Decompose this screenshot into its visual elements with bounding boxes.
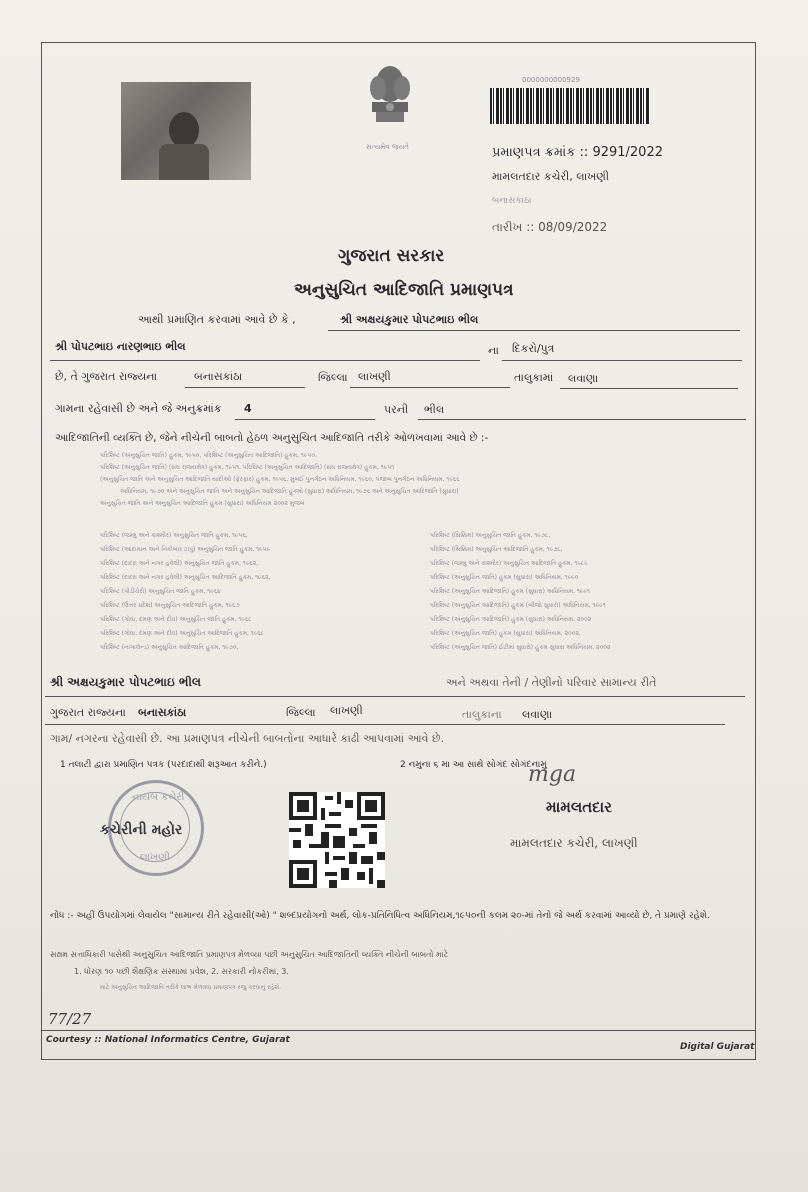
courtesy-note: Courtesy :: National Informatics Centre, Gujarat [46, 1035, 290, 1045]
residence-taluka: લવાણા [522, 708, 553, 721]
caste-value: ભીલ [424, 403, 445, 416]
seal-bottom-text: લાખણી [140, 852, 170, 863]
barcode-number: 0000000000929 [522, 76, 580, 84]
faint-list-item: પરિશિષ્ટ (પોંડીચેરી) અનુસુચિત જાતિ હુકમ, ૧૯૬૪ [100, 588, 221, 595]
officer-signature: mga [528, 762, 577, 787]
underline-residence [45, 724, 725, 725]
faint-list-item: પરિશિષ્ટ (આંદામાન અને નિકોબાર ટાપુ) અનુસુચિત જાતિ હુકમ, ૧૯૫૯ [100, 546, 271, 553]
faint-order-line: અનુસુચિત જાતિ અને અનુસુચિત આદિજાતિ હુકમ (સુધારા) અધિનિયમ ૨૦૦૨ મુજબ [100, 500, 305, 507]
qr-code [289, 792, 385, 888]
photo-body-shape [159, 144, 209, 180]
basis-item-1: 1 તલાટી દ્વારા પ્રમાણિત પત્રક (પરદાદાથી શરૂઆત કરીને.) [60, 760, 267, 770]
underline-father [50, 360, 480, 361]
faint-authority-line: માટે અનુસુચિત આદિજાતિ તરીકે લાભ મેળવવા પ્રમાણપત્ર રજુ કરવાનું રહેશે. [100, 984, 282, 991]
footer-divider [42, 1030, 756, 1031]
residence-district-label: જિલ્લા [286, 706, 316, 719]
faint-list-item: પરિશિષ્ટ (અનુસુચિત આદિજાતિ) હુકમ (બીજો સુધારો) અધિનિયમ, ૧૯૯૧ [430, 602, 606, 609]
state-prefix: છે, તે ગુજરાત રાજ્યના [55, 370, 158, 383]
issuing-office: મામલતદાર કચેરી, લાખણી [492, 170, 610, 183]
residence-prefix: ગામના રહેવાસી છે અને જે અનુક્રમાંક [55, 402, 222, 415]
emblem-caption: સત્યમેવ જયતે [366, 143, 409, 151]
issue-date: તારીખ :: 08/09/2022 [492, 220, 608, 234]
faint-list-item: પરિશિષ્ટ (અનુસુચિત જાતિ) હુકમ (સુધારા) અધિનિયમ, ૨૦૦૨, [430, 630, 581, 637]
applicant-photo [121, 82, 251, 180]
certify-prefix: આથી પ્રમાણિત કરવામાં આવે છે કે , [138, 313, 296, 326]
faint-list-item: પરિશિષ્ટ (ગોવા, દમણ અને દીવ) અનુસુચિત આદિજાતિ હુકમ, ૧૯૬૮ [100, 630, 264, 637]
faint-list-item: પરિશિષ્ટ (અનુસુચિત જાતિ) ઈટીમાં સુધારો) હુકમ સુધારા અધિનિયમ, ૨૦૦૨ [430, 644, 611, 651]
underline-applicant [328, 330, 740, 331]
serial-number: 4 [244, 402, 252, 415]
national-emblem-icon [360, 60, 420, 140]
residence-statement: ગામ/ નગરના રહેવાસી છે. આ પ્રમાણપત્ર નીચેની બાબતોના આધારે કાઢી આપવામાં આવે છે. [50, 732, 444, 745]
tribe-declaration: આદિજાતિની વ્યક્તિ છે, જેને નીચેની બાબતો હેઠળ અનુસુચિત આદિજાતિ તરીકે ઓળખવામાં આવે છે :- [55, 432, 489, 444]
residence-state-prefix: ગુજરાત રાજ્યના [50, 706, 126, 719]
seal-top-text: નાયબ કચેરી [132, 792, 185, 803]
district-value: લાખણી [358, 370, 391, 383]
authority-item: 1. ધોરણ ૧૦ પછી શૈક્ષણિક સંસ્થામાં પ્રવેશ, 2. સરકારી નોકરીમાં, 3. [74, 967, 289, 976]
basis-item-2: 2 નમુના ૬ મા આ સાથે સોગંદ સોગંદનામુ [400, 760, 547, 770]
faint-order-line: (અનુસુચિત જાતિ અને અનુસુચિત આદિજાતિ યાદીઓ (ફેરફાર) હુકમ, ૧૯૫૬, મુંબઈ પુનર્ગઠન અધિનિયમ, ૧૯૬૦, પંજાબ પુનર્ગઠન અધિનિયમ, ૧૯૬૬ [100, 476, 460, 483]
government-title: ગુજરાત સરકાર [338, 246, 445, 266]
faint-list-item: પરિશિષ્ટ (જમ્મુ અને કાશ્મીર) અનુસુચિત જાતિ હુકમ, ૧૯૫૬, [100, 532, 248, 539]
signatory-title: મામલતદાર [546, 798, 612, 816]
faint-list-item: પરિશિષ્ટ (અનુસુચિત આદિજાતિ) હુકમ (સુધારા) અધિનિયમ, ૧૯૯૧ [430, 588, 590, 595]
certificate-title: અનુસુચિત આદિજાતિ પ્રમાણપત્ર [294, 280, 514, 300]
district-label: જિલ્લા [318, 371, 348, 384]
underline-state-district [185, 387, 305, 388]
father-name: શ્રી પોપટભાઇ નારણભાઇ ભીલ [55, 340, 186, 353]
authority-line: સક્ષમ સત્તાધિકારી પાસેથી અનુસુચિત આદિજાતિ પ્રમાણપત્ર મેળવ્યા પછી અનુસુચિત આદિજાતિની વ્યક્તિ નીચેની બાબતો માટે [50, 950, 449, 959]
underline-relation [502, 360, 742, 361]
relation-of-label: ના [488, 344, 499, 357]
barcode [490, 88, 650, 124]
state-district-value: બનાસકાંઠા [194, 370, 243, 383]
photo-head-shape [169, 112, 199, 148]
applicant-name: શ્રી અક્ષયકુમાર પોપટભાઇ ભીલ [340, 313, 479, 326]
underline-caste [418, 419, 746, 420]
underline-district [350, 387, 510, 388]
faint-list-item: પરિશિષ્ટ (નાગાલેન્ડ) અનુસુચિત આદિજાતિ હુકમ, ૧૯૭૦, [100, 644, 239, 651]
underline-notice [45, 696, 745, 697]
seal-label: કચેરીની મહોર [100, 822, 183, 838]
relation-value: દિકરો/પુત્ર [512, 342, 555, 355]
underline-serial [235, 419, 375, 420]
notice-applicant-name: શ્રી અક્ષયકુમાર પોપટભાઇ ભીલ [50, 675, 201, 689]
signatory-office: મામલતદાર કચેરી, લાખણી [510, 836, 638, 850]
residence-taluka-label: તાલુકાના [462, 708, 502, 721]
faint-list-item: પરિશિષ્ટ (અનુસુચિત જાતિ) હુકમ (સુધારા) અધિનિયમ, ૧૯૯૦ [430, 574, 579, 581]
faint-order-line: પરિશિષ્ટ (અનુસુચિત જાતિ) હુકમ, ૧૯૫૦, પરિશિષ્ટ (અનુસુચિત આદિજાતિ) હુકમ, ૧૯૫૦, [100, 452, 317, 459]
faint-list-item: પરિશિષ્ટ (દાદરા અને નગર હવેલી) અનુસુચિત જાતિ હુકમ, ૧૯૬૨, [100, 560, 259, 567]
residence-district: લાખણી [330, 704, 363, 717]
faint-list-item: પરિશિષ્ટ (અનુસુચિત આદિજાતિ) હુકમ (સુધારા) અધિનિયમ, ૨૦૦૨ [430, 616, 592, 623]
residence-state-district: બનાસકાંઠા [138, 706, 187, 719]
faint-list-item: પરિશિષ્ટ (ગોવા, દમણ અને દીવ) અનુસુચિત જાતિ હુકમ, ૧૯૬૮ [100, 616, 252, 623]
taluka-value: લવાણા [568, 372, 599, 385]
faint-list-item: પરિશિષ્ટ (જમ્મુ અને કાશ્મીર) અનુસુચિત આદિજાતિ હુકમ, ૧૯૮૯ [430, 560, 588, 567]
handwritten-reference: 77/27 [48, 1010, 92, 1028]
certificate-number: પ્રમાણપત્ર ક્રમાંક :: 9291/2022 [492, 145, 663, 160]
faint-order-line: અધિનિયમ, ૧૯૭૦ અને અનુસુચિત જાતિ અને અનુસુચિત આદિજાતિ હુકમો (સુધારા) અધિનિયમ, ૧૯૭૬ અને અનુસુચિત આદિજાતિ (સુધારા) [120, 488, 459, 495]
taluka-label: તાલુકામાં [514, 371, 554, 384]
brand-footer: Digital Gujarat [680, 1042, 755, 1052]
notice-suffix: અને અથવા તેની / તેણીનો પરિવાર સામાન્ય રીતે [446, 676, 657, 689]
faint-list-item: પરિશિષ્ટ (દાદરા અને નગર હવેલી) અનુસુચિત આદિજાતિ હુકમ, ૧૯૬૨, [100, 574, 271, 581]
faint-list-item: પરિશિષ્ટ (સિક્કિમ) અનુસુચિત આદિજાતિ હુકમ, ૧૯૭૮, [430, 546, 563, 553]
faint-list-item: પરિશિષ્ટ (ઉત્તર પ્રદેશ) અનુસુચિત આદિજાતિ હુકમ, ૧૯૬૭ [100, 602, 240, 609]
usage-note: નોંધ :- અહીં ઉપયોગમાં લેવાયેલ "સામાન્ય રીતે રહેવાસી(ઓ) " શબ્દપ્રયોગનો અર્થ, લોક-પ્રતિનિધિત્વ અધિનિયમ,૧૯૫૦ની કલમ ૨૦-માં તેનો જે અર્થ કરવામાં આવ્યો છે, તે પ્રમાણે રહેશે. [50, 911, 710, 921]
faint-order-line: પરિશિષ્ટ (અનુસુચિત જાતિ) (સંઘ રાજ્યક્ષેત્ર) હુકમ, ૧૯૫૧, પરિશિષ્ટ (અનુસુચિત આદિજાતિ) (સંઘ રાજ્યક્ષેત્ર) હુકમ, ૧૯૫૧ [100, 464, 395, 471]
faint-list-item: પરિશિષ્ટ (સિક્કિમ) અનુસુચિત જાતિ હુકમ, ૧૯૭૮, [430, 532, 551, 539]
office-district: બનાસકાંઠા [492, 196, 532, 206]
underline-taluka [560, 388, 738, 389]
serial-suffix: પરની [384, 403, 409, 416]
